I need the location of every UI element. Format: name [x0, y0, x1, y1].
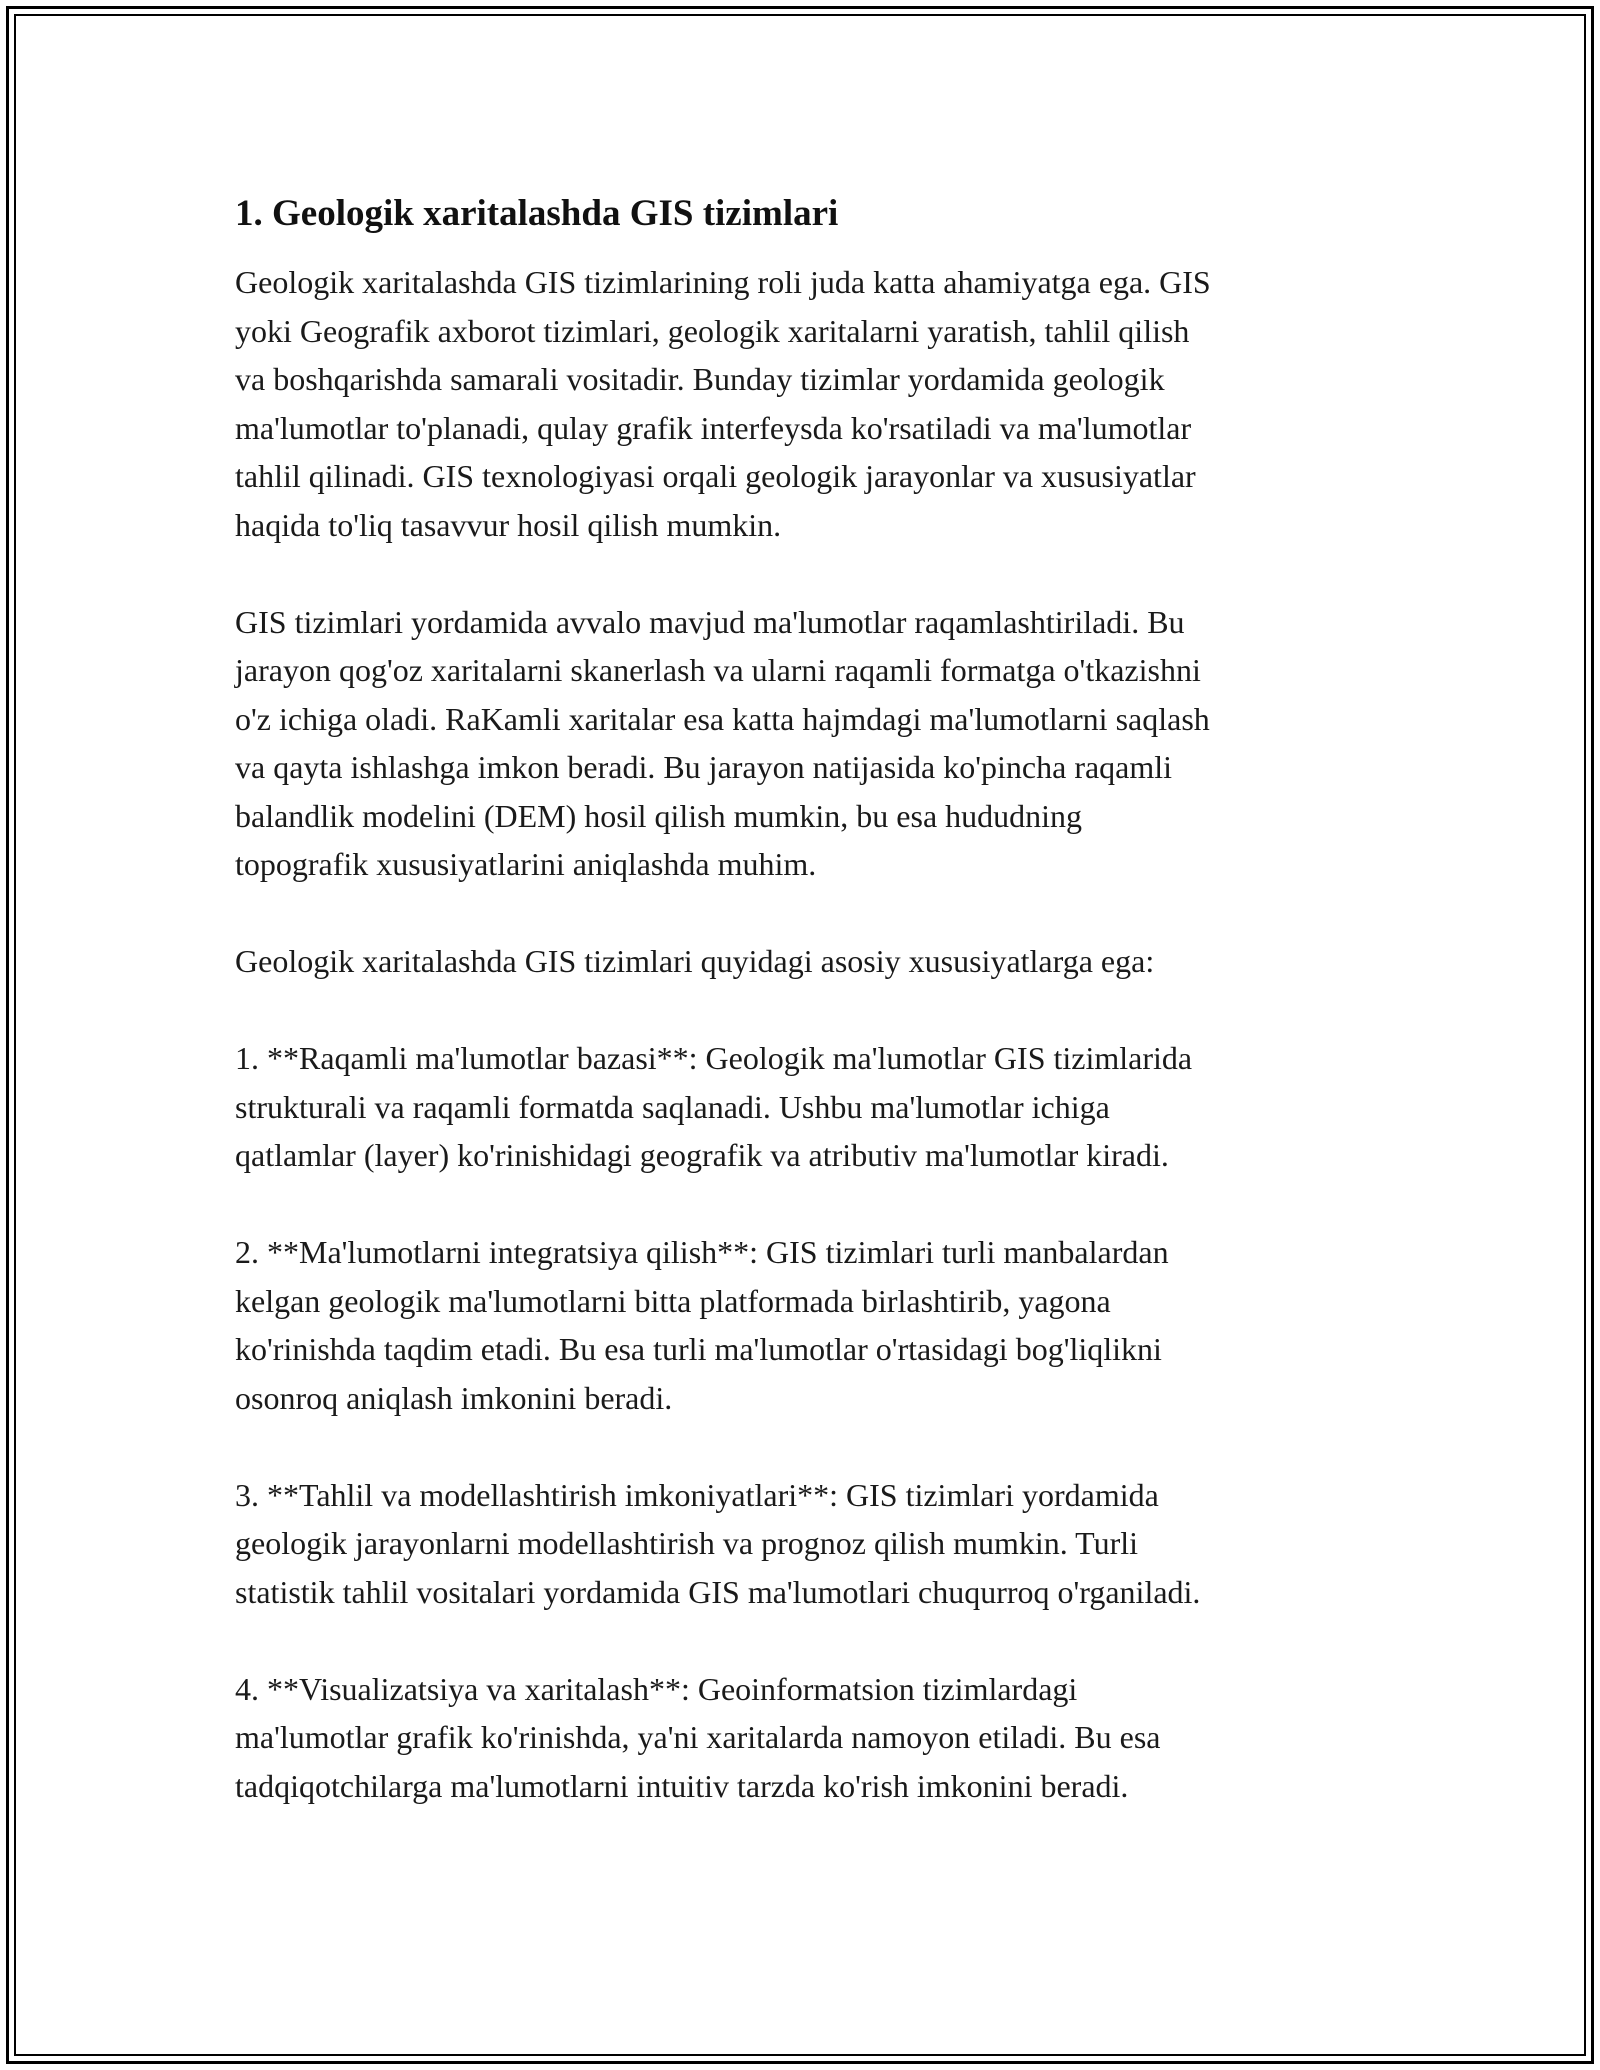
paragraph-features-intro: Geologik xaritalashda GIS tizimlari quyidagi asosiy xususiyatlarga ega: — [235, 943, 1155, 979]
document-title: 1. Geologik xaritalashda GIS tizimlari — [235, 193, 839, 234]
list-item-database: 1. **Raqamli ma'lumotlar bazasi**: Geologik ma'lumotlar GIS tizimlarida strukturali va raqamli formatda saqlanadi. Ushbu ma'lumotlar ichiga qatlamlar (layer) ko'rinishidagi geografik va atributiv ma'lumotlar kiradi. — [235, 1040, 1193, 1173]
paragraph-digitization: GIS tizimlari yordamida avvalo mavjud ma'lumotlar raqamlashtiriladi. Bu jarayon qog'oz xaritalarni skanerlash va ularni raqamli formatga o'tkazishni o'z ichiga oladi. RaKamli xaritalar esa katta hajmdagi ma'lumotlarni saqlash va qayta ishlashga imkon beradi. Bu jarayon natijasida ko'pincha raqamli balandlik modelini (DEM) hosil qilish mumkin, bu esa hududning topografik xususiyatlarini aniqlashda muhim. — [235, 603, 1210, 882]
list-item-visualization: 4. **Visualizatsiya va xaritalash**: Geoinformatsion tizimlardagi ma'lumotlar grafik ko'rinishda, ya'ni xaritalarda namoyon etiladi. Bu esa tadqiqotchilarga ma'lumotlarni intuitiv tarzda ko'rish imkonini beradi. — [235, 1670, 1161, 1804]
document-body — [235, 190, 1365, 1859]
list-item-analysis: 3. **Tahlil va modellashtirish imkoniyatlari**: GIS tizimlari yordamida geologik jarayonlarni modellashtirish va prognoz qilish mumkin. Turli statistik tahlil vositalari yordamida GIS ma'lumotlari chuqurroq o'rganiladi. — [235, 1476, 1201, 1610]
paragraph-intro: Geologik xaritalashda GIS tizimlarining roli juda katta ahamiyatga ega. GIS yoki Geografik axborot tizimlari, geologik xaritalarni yaratish, tahlil qilish va boshqarishda samarali vositadir. Bunday tizimlar yordamida geologik ma'lumotlar to'planadi, qulay grafik interfeysda ko'rsatiladi va ma'lumotlar tahlil qilinadi. GIS texnologiyasi orqali geologik jarayonlar va xususiyatlar haqida to'liq tasavvur hosil qilish mumkin. — [235, 264, 1211, 543]
list-item-integration: 2. **Ma'lumotlarni integratsiya qilish**: GIS tizimlari turli manbalardan kelgan geologik ma'lumotlarni bitta platformada birlashtirib, yagona ko'rinishda taqdim etadi. Bu esa turli ma'lumotlar o'rtasidagi bog'liqlikni osonroq aniqlash imkonini beradi. — [235, 1234, 1169, 1416]
